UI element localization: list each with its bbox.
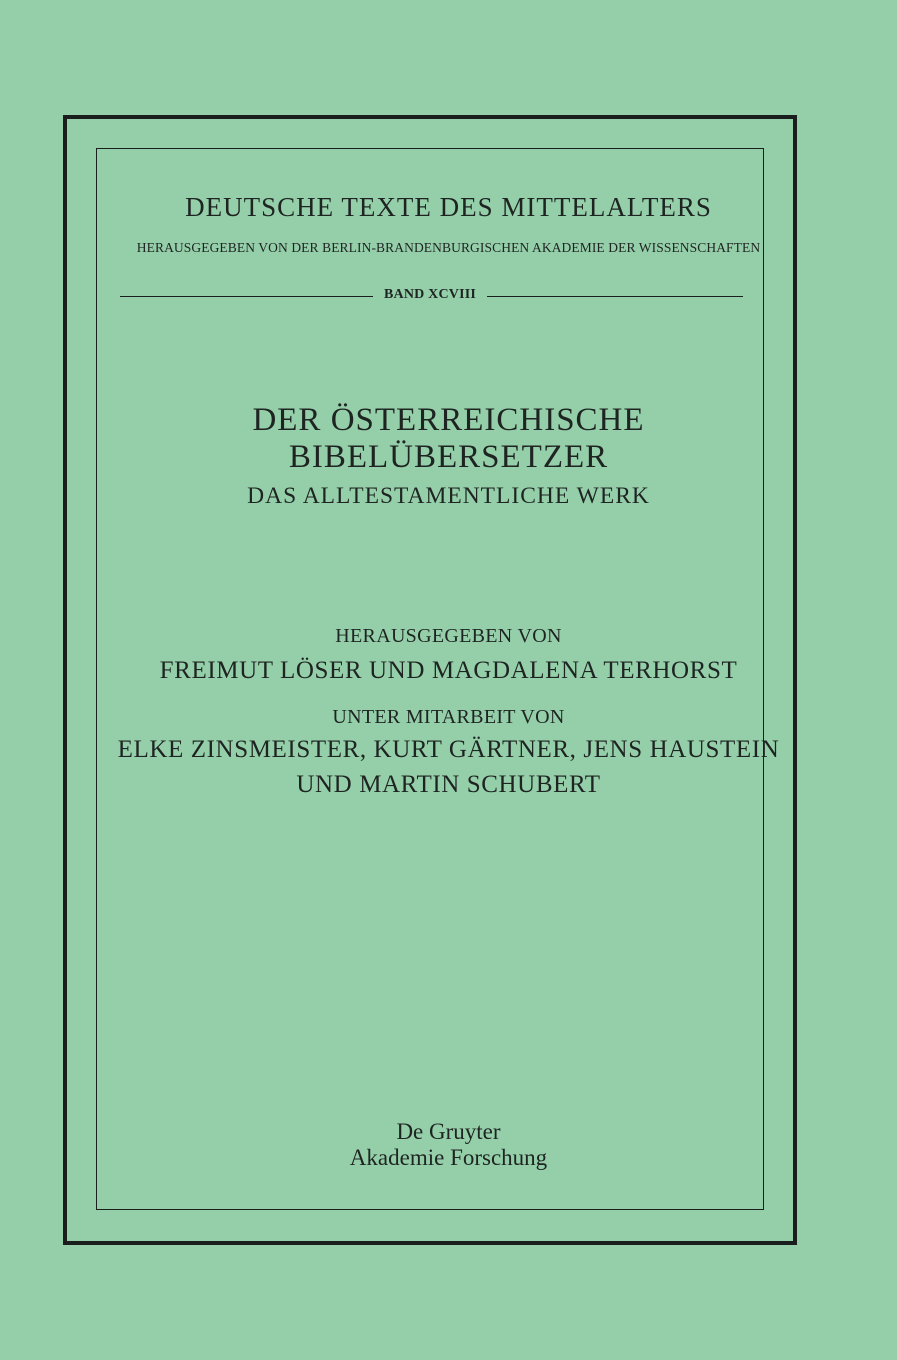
collaborators-line2: UND MARTIN SCHUBERT <box>296 771 601 798</box>
collaboration-label: UNTER MITARBEIT VON <box>332 706 565 728</box>
book-title-line1: DER ÖSTERREICHISCHE <box>252 402 645 438</box>
book-subtitle: DAS ALLTESTAMENTLICHE WERK <box>247 483 650 509</box>
edited-by-label: HERAUSGEGEBEN VON <box>335 625 562 647</box>
rule-right-line <box>487 296 743 297</box>
book-title-line2: BIBELÜBERSETZER <box>288 439 609 475</box>
series-title: DEUTSCHE TEXTE DES MITTELALTERS <box>185 192 712 222</box>
collaborators-line1: ELKE ZINSMEISTER, KURT GÄRTNER, JENS HAUSTEIN <box>117 736 780 763</box>
series-subtitle: HERAUSGEGEBEN VON DER BERLIN-BRANDENBURGISCHEN AKADEMIE DER WISSENSCHAFTEN <box>136 240 761 255</box>
publisher-name: De Gruyter <box>396 1119 501 1144</box>
volume-label: BAND XCVIII <box>383 287 477 302</box>
publisher-imprint: Akademie Forschung <box>349 1145 548 1170</box>
rule-left-line <box>120 296 373 297</box>
volume-rule <box>120 287 743 307</box>
editors: FREIMUT LÖSER UND MAGDALENA TERHORST <box>159 657 738 684</box>
